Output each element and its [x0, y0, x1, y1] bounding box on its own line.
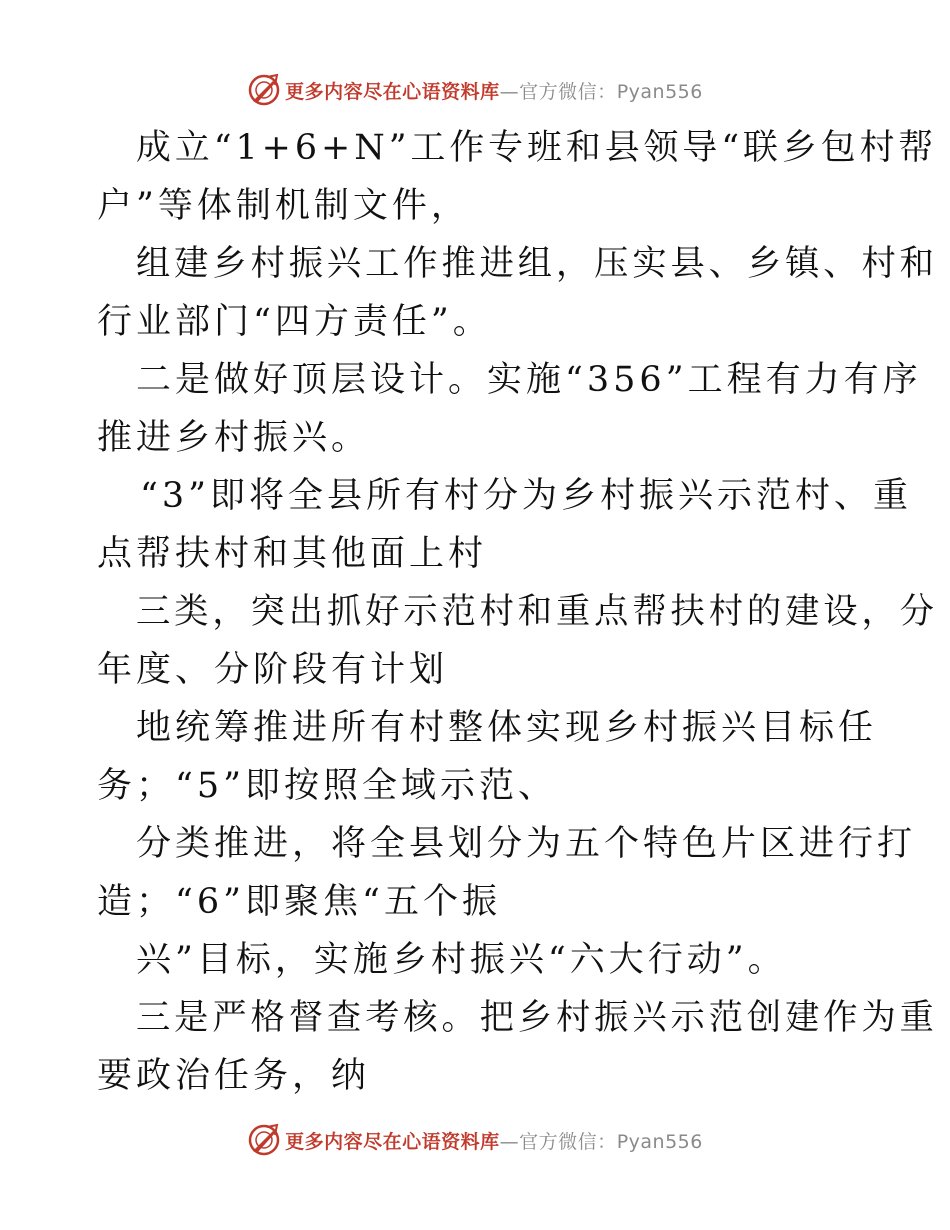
- paragraph-line: 行业部门“四方责任”。: [97, 302, 492, 342]
- paragraph-line: 推进乡村振兴。: [97, 418, 371, 458]
- quill-circle-logo-icon: [247, 73, 281, 107]
- paragraph-line: 年度、分阶段有计划: [97, 650, 449, 690]
- paragraph-line: 二是做好顶层设计。实施“356”工程有力有序: [136, 360, 922, 400]
- paragraph-line: 兴”目标，实施乡村振兴“六大行动”。: [136, 940, 787, 980]
- paragraph-line: 三是严格督查考核。把乡村振兴示范创建作为重: [136, 998, 938, 1038]
- watermark-wechat-id: Pyan556: [616, 80, 703, 103]
- paragraph-line: 组建乡村振兴工作推进组，压实县、乡镇、村和: [136, 244, 938, 284]
- watermark-dash: —: [499, 80, 520, 103]
- paragraph-line: 务；“5”即按照全域示范、: [97, 766, 558, 806]
- paragraph-line: 点帮扶村和其他面上村: [97, 534, 488, 574]
- watermark-text: [285, 1127, 703, 1154]
- paragraph-line: 成立“1+6+N”工作专班和县领导“联乡包村帮: [136, 128, 938, 168]
- paragraph-line: 造；“6”即聚焦“五个振: [97, 882, 501, 922]
- paragraph-line: “3”即将全县所有村分为乡村振兴示范村、重: [140, 476, 913, 516]
- paragraph-line: 分类推进，将全县划分为五个特色片区进行打: [136, 824, 917, 864]
- quill-circle-logo-icon: [247, 1123, 281, 1157]
- watermark-dash: —: [499, 1130, 520, 1153]
- header-watermark: [0, 70, 950, 110]
- footer-watermark: [0, 1120, 950, 1160]
- paragraph-line: 地统筹推进所有村整体实现乡村振兴目标任: [136, 708, 878, 748]
- watermark-label: 官方微信：: [519, 80, 617, 103]
- watermark-brand: 更多内容尽在心语资料库: [285, 1130, 500, 1153]
- paragraph-line: 要政治任务，纳: [97, 1056, 371, 1096]
- watermark-label: 官方微信：: [519, 1130, 617, 1153]
- watermark-wechat-id: Pyan556: [616, 1130, 703, 1153]
- watermark-brand: 更多内容尽在心语资料库: [285, 80, 500, 103]
- paragraph-line: 户”等体制机制文件，: [97, 186, 470, 226]
- watermark-text: [285, 77, 703, 104]
- paragraph-line: 三类，突出抓好示范村和重点帮扶村的建设，分: [136, 592, 938, 632]
